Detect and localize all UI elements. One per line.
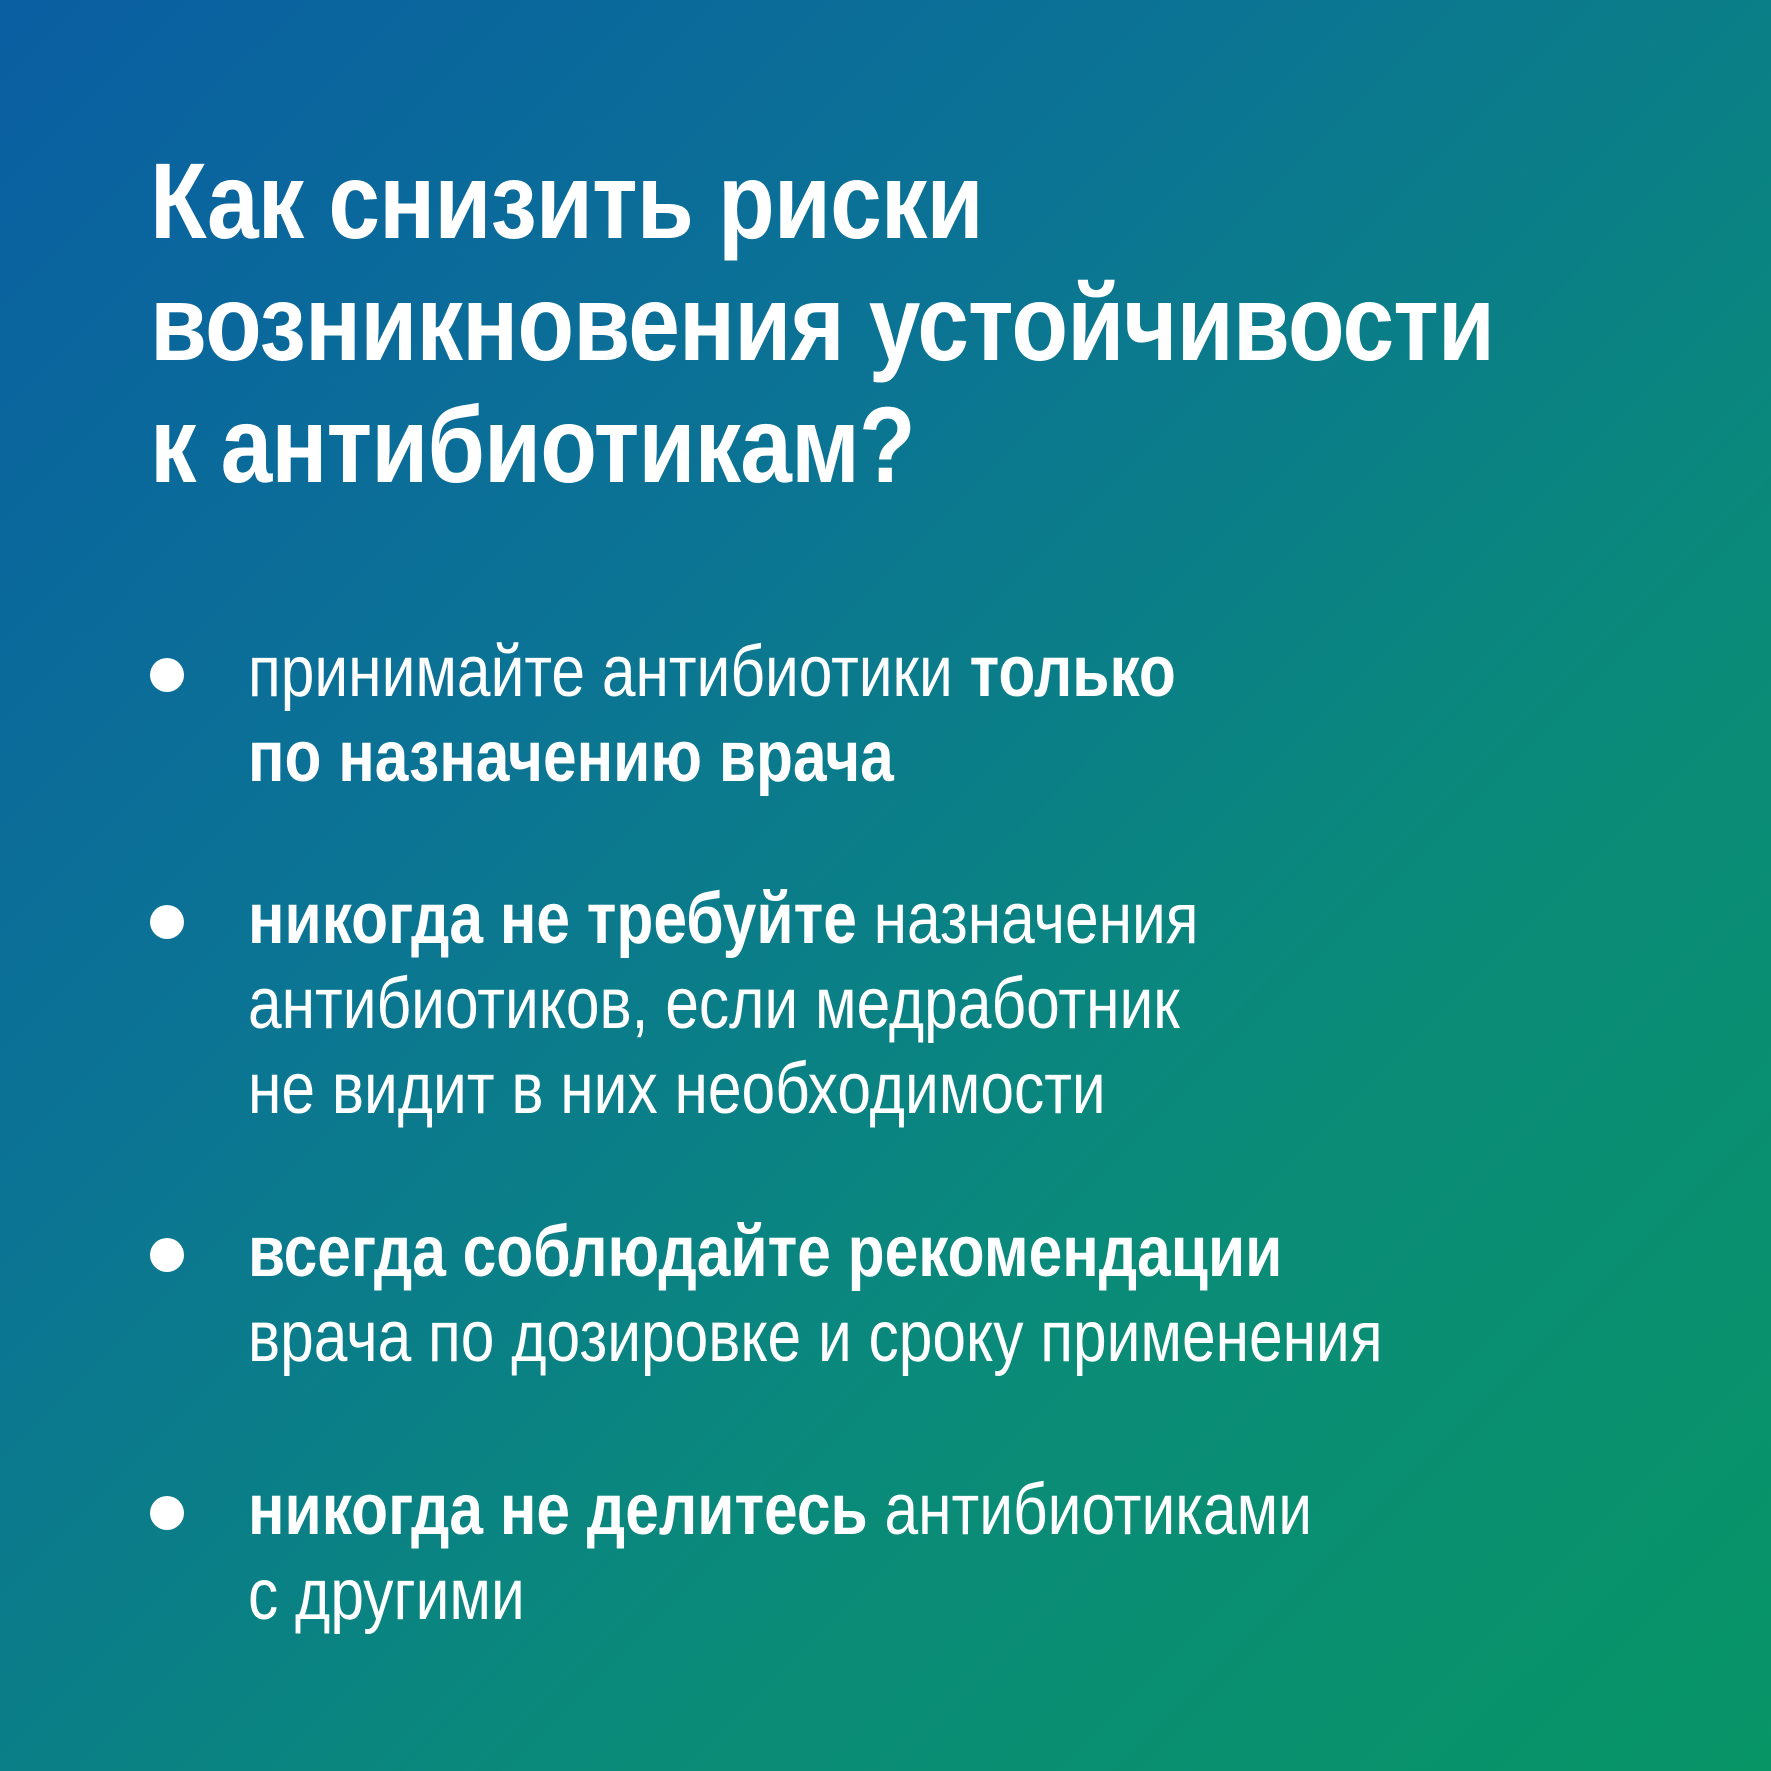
tip-text [248,630,1592,800]
tip-text [248,1468,1592,1638]
tip-regular-text: антибиотиками [867,1470,1313,1550]
bullet-icon [150,658,184,692]
page-title [150,140,1495,506]
bullet-icon [150,1496,184,1530]
tip-line [248,877,1592,962]
tip-line: врача по дозировке и сроку применения [248,1297,1383,1377]
tip-line [248,1210,1592,1295]
tip-bold-text: по назначению врача [248,717,894,797]
tip-regular-text: назначения [856,879,1199,959]
tip-line [248,1468,1592,1553]
tip-regular-text: принимайте антибиотики [248,632,970,712]
tip-bold-text: только [969,632,1176,712]
tip-bold-text: всегда соблюдайте рекомендации [248,1212,1283,1292]
title-line-2: возникновения устойчивости [150,262,1495,383]
tip-text [248,1210,1592,1380]
tip-text [248,877,1592,1132]
title-line-3: к антибиотикам? [150,384,915,505]
bullet-icon [150,905,184,939]
bullet-icon [150,1238,184,1272]
tip-bold-text: никогда не делитесь [248,1470,868,1550]
tip-bold-text: никогда не требуйте [248,879,857,959]
tip-line: антибиотиков, если медработник [248,964,1180,1044]
tip-line [248,715,1592,800]
title-line-1: Как снизить риски [150,140,983,261]
tip-line: с другими [248,1555,525,1635]
tip-line [248,630,1592,715]
tip-line: не видит в них необходимости [248,1049,1106,1129]
